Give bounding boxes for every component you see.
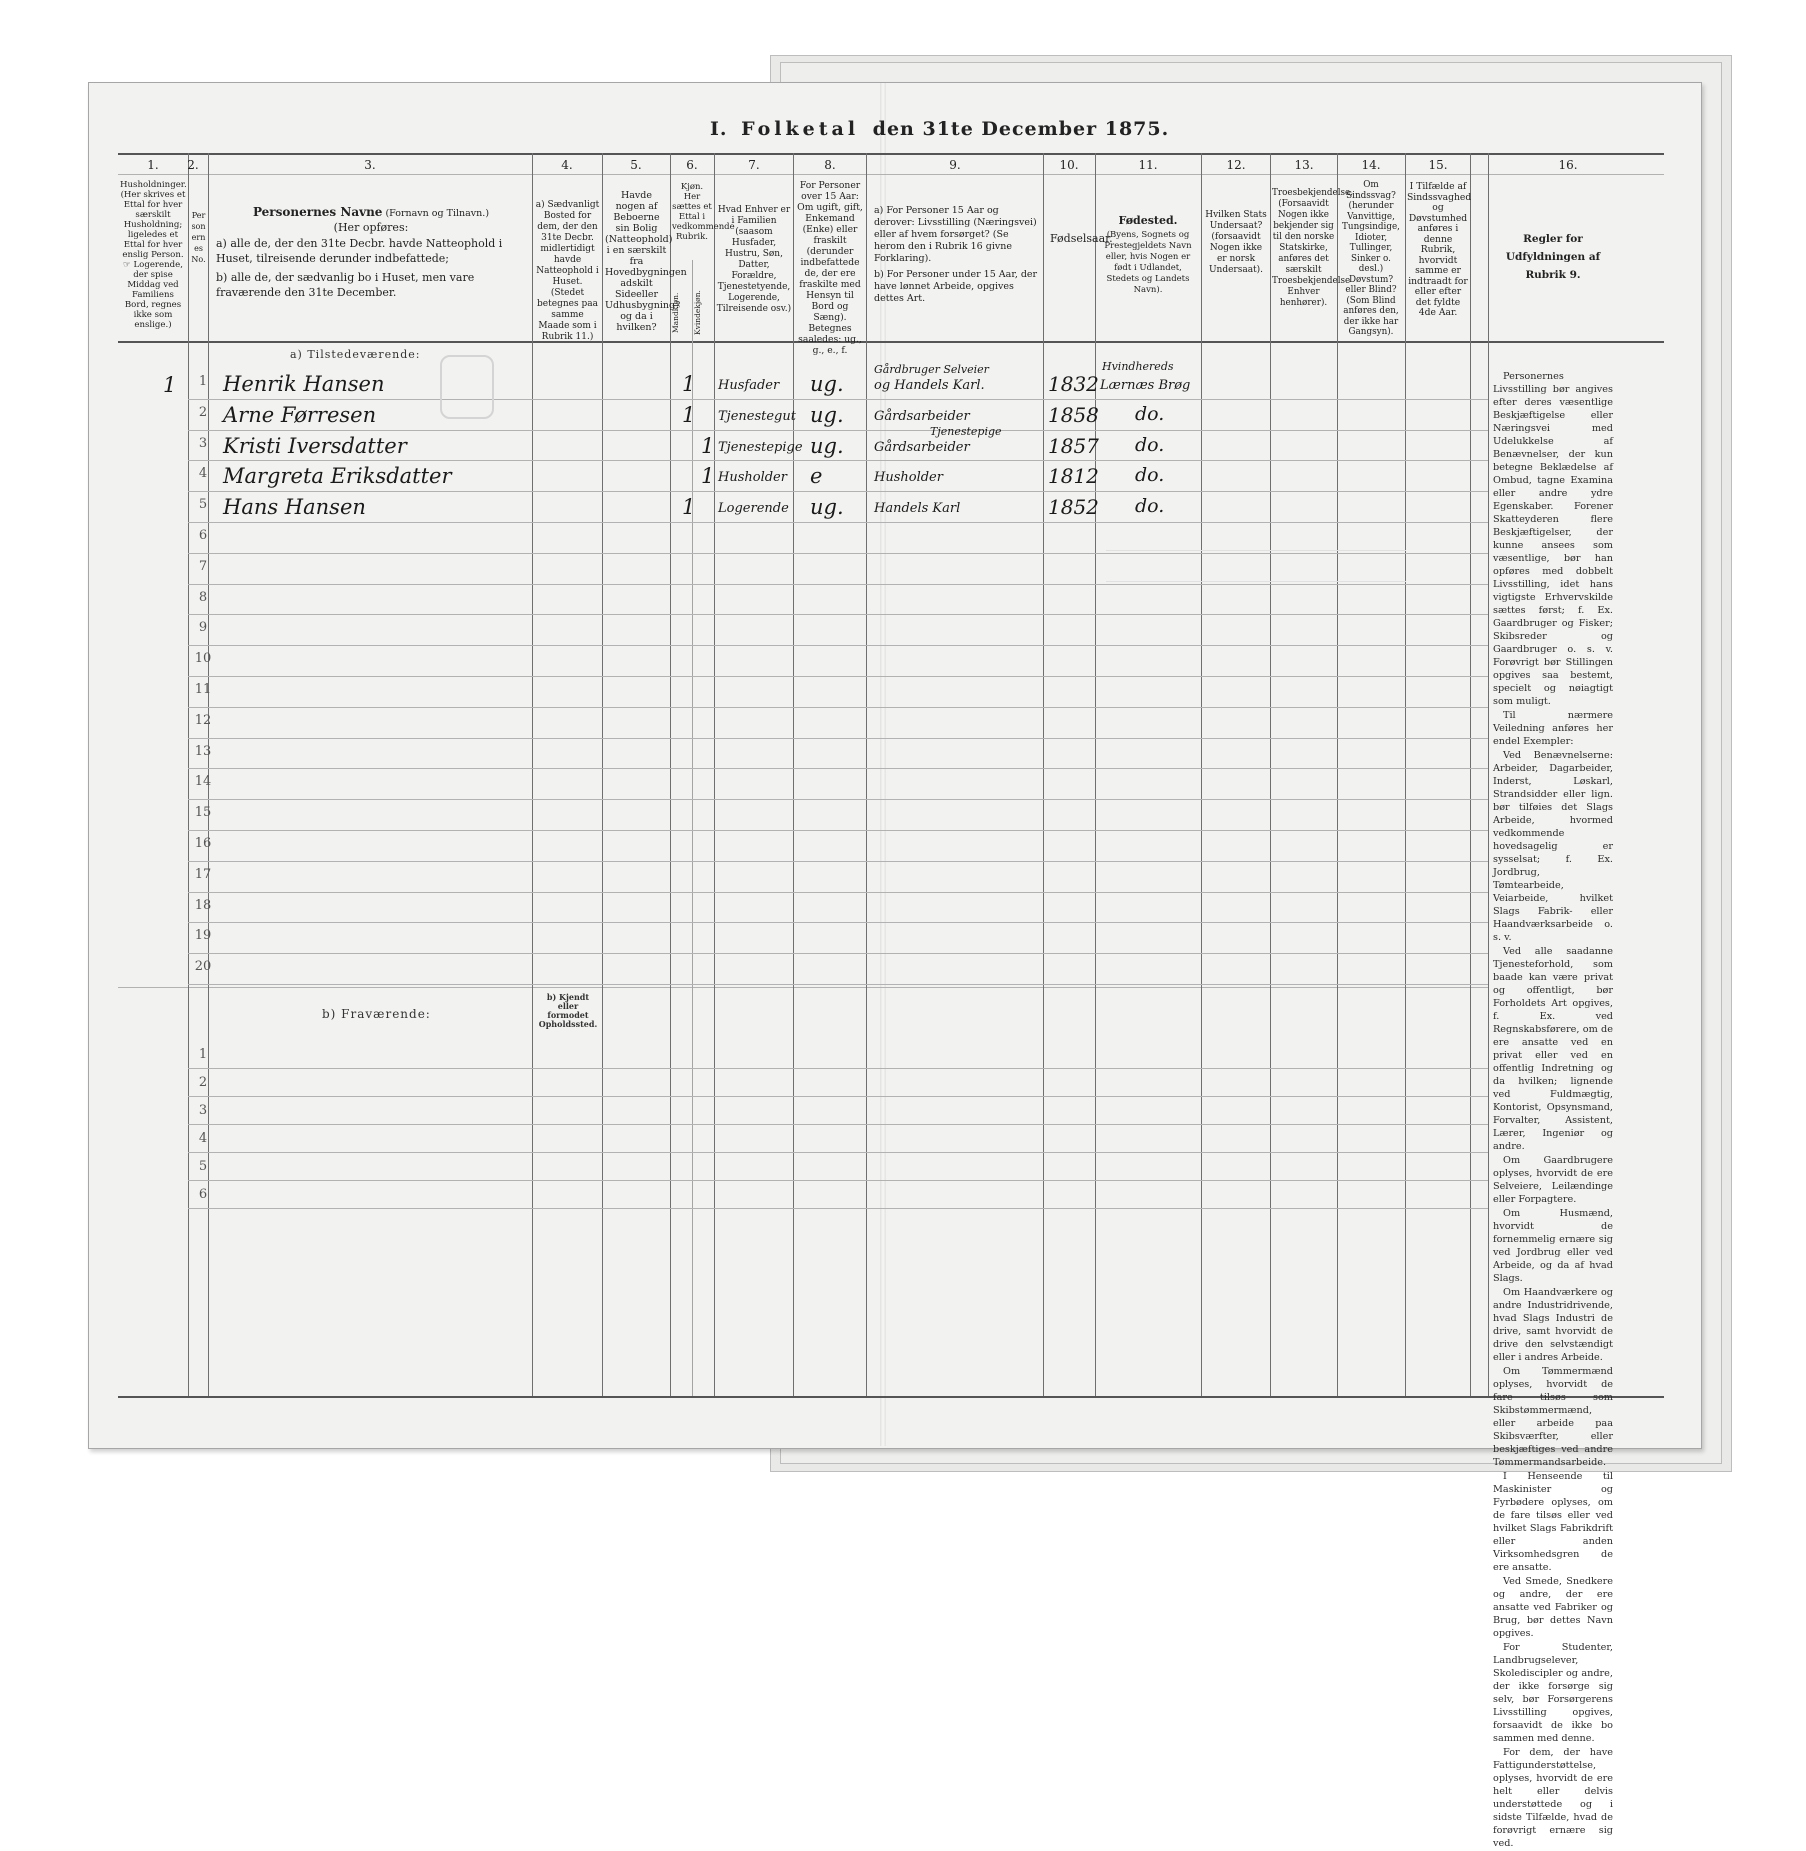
col-rule bbox=[1470, 153, 1471, 1396]
row-number: 1 bbox=[198, 1047, 208, 1062]
column-number: 7. bbox=[748, 158, 760, 172]
col-rule bbox=[1405, 153, 1406, 1396]
row-rule bbox=[188, 1152, 1488, 1153]
column-number: 2. bbox=[187, 158, 199, 172]
row-rule bbox=[188, 1096, 1488, 1097]
row-number: 11 bbox=[194, 682, 212, 697]
col-rule bbox=[714, 153, 715, 1396]
row-number: 12 bbox=[194, 712, 212, 728]
column-number: 4. bbox=[561, 158, 573, 172]
col-rule bbox=[1270, 153, 1271, 1396]
faint-stamp-mark bbox=[440, 355, 494, 419]
person-name: Margreta Eriksdatter bbox=[223, 464, 452, 489]
person-birthplace: do. bbox=[1135, 495, 1165, 518]
person-role: Logerende bbox=[718, 501, 789, 517]
row-number: 10 bbox=[194, 651, 212, 667]
row-number: 1 bbox=[198, 374, 208, 389]
section-present-label: a) Tilstedeværende: bbox=[290, 348, 421, 361]
row-rule bbox=[188, 892, 1488, 893]
person-occupation: Handels Karl bbox=[874, 501, 961, 517]
person-birthplace-top: Hvindhereds bbox=[1102, 360, 1174, 373]
row-rule bbox=[188, 707, 1488, 708]
header-col9: a) For Personer 15 Aar og derover: Livsstilling (Næringsvei) eller af hvem forsørget? (Se herom den i Rubrik 16 givne Forklaring). b) For Personer under 15 Aar, der have lønnet Arbeide, opgives dettes Art. bbox=[874, 205, 1038, 304]
row-number: 4 bbox=[198, 1131, 208, 1146]
row-rule bbox=[188, 460, 1488, 461]
col-rule bbox=[1337, 153, 1338, 1396]
column-number: 13. bbox=[1294, 158, 1314, 172]
table-bottom-rule bbox=[118, 1396, 1664, 1398]
person-year: 1857 bbox=[1048, 433, 1099, 458]
person-role: Tjenestegut bbox=[718, 408, 796, 424]
header-col1: Husholdninger. (Her skrives et Ettal for hver særskilt Husholdning; ligeledes et Ettal for hver enslig Person. ☞ Logerende, der spise Middag ved Familiens Bord, regnes ikke som enslige.) bbox=[120, 180, 187, 330]
header-number-rule bbox=[118, 174, 1664, 175]
person-occupation: Gårdsarbeider bbox=[874, 439, 970, 455]
rules-paragraph: Om Haandværkere og andre Industridrivende, hvad Slags Industri de drive, samt hvorvidt de drive den selvstændigt eller i andres Arbeide. bbox=[1493, 1287, 1613, 1363]
person-civil: ug. bbox=[810, 402, 844, 427]
rules-paragraph: Om Tømmermænd oplyses, hvorvidt de fare tilsøs som Skibstømmermænd, eller arbeide paa Skibsværfter, eller beskjæftiges ved andre Tømmermandsarbeide. bbox=[1493, 1366, 1613, 1468]
row-rule bbox=[188, 830, 1488, 831]
person-year: 1858 bbox=[1048, 402, 1099, 427]
column-number: 12. bbox=[1226, 158, 1246, 172]
header-col6: Kjøn. Her sættes et Ettal i vedkommende Rubrik. bbox=[672, 182, 735, 242]
header-col16: Regler for Udfyldningen af Rubrik 9. bbox=[1505, 233, 1601, 281]
header-col5: Havde nogen af Beboerne sin Bolig (Natteophold) i en særskilt fra Hovedbygningen adskilt Sideeller Udhusbygning? og da i hvilken? bbox=[605, 190, 687, 333]
row-rule bbox=[188, 645, 1488, 646]
header-col10: Fødselsaar. bbox=[1050, 232, 1113, 245]
person-occupation-top: Gårdbruger Selveier bbox=[874, 363, 989, 376]
person-role: Husfader bbox=[718, 378, 780, 393]
person-sex-m: 1 bbox=[682, 402, 696, 427]
person-name: Hans Hansen bbox=[223, 495, 366, 520]
row-rule bbox=[188, 399, 1488, 400]
row-number: 16 bbox=[194, 836, 212, 851]
column-number: 11. bbox=[1138, 158, 1158, 172]
col-rule bbox=[532, 153, 533, 1396]
column-number: 8. bbox=[824, 158, 836, 172]
column-number: 16. bbox=[1558, 158, 1578, 172]
row-number: 4 bbox=[198, 466, 208, 482]
section-divider bbox=[118, 987, 1488, 988]
header-col13: Troesbekjendelse. (Forsaavidt Nogen ikke bekjender sig til den norske Statskirke, anføres det særskilt Troesbekjendelse Enhver henhører). bbox=[1272, 188, 1354, 308]
col-rule bbox=[793, 153, 794, 1396]
row-rule bbox=[188, 768, 1488, 769]
col-rule bbox=[1095, 153, 1096, 1396]
header-col4: a) Sædvanligt Bosted for dem, der den 31te Decbr. midlertidigt havde Natteophold i Huset. (Stedet betegnes paa samme Maade som i Rubrik 11.) bbox=[535, 200, 600, 342]
absent-col4-label: b) Kjendt eller formodet Opholdssted. bbox=[538, 992, 598, 1029]
col-rule bbox=[866, 153, 867, 1396]
column-number: 6. bbox=[686, 158, 698, 172]
page-title: I. Folketal den 31te December 1875. bbox=[710, 118, 1170, 140]
row-number: 19 bbox=[194, 928, 212, 944]
person-sex-m: 1 bbox=[682, 372, 696, 396]
rules-paragraph: For dem, der have Fattigunderstøttelse, oplyses, hvorvidt de ere helt eller delvis understøttede og i sidste Tilfælde, hvad de forøvrigt ernære sig ved. bbox=[1493, 1747, 1613, 1849]
rules-paragraph: Til nærmere Veiledning anføres her endel Exempler: bbox=[1493, 710, 1613, 747]
rules-rubrik-9 bbox=[1493, 370, 1613, 1851]
col-rule bbox=[1043, 153, 1044, 1396]
row-rule bbox=[188, 953, 1488, 954]
row-rule bbox=[188, 922, 1488, 923]
rules-paragraph: Ved alle saadanne Tjenesteforhold, som baade kan være privat og offentligt, bør Forholdets Art opgives, f. Ex. ved Regnskabsførere, om de ere ansatte ved en privat eller ved en offentlig Indretning og da hvilken; lignende ved Fuldmægtig, Kontorist, Opsynsmand, Forvalter, Assistent, Lærer, Ingeniør og andre. bbox=[1493, 946, 1613, 1152]
row-rule bbox=[188, 584, 1488, 585]
row-rule bbox=[188, 522, 1488, 523]
row-number: 9 bbox=[198, 620, 208, 636]
rules-paragraph: Om Gaardbrugere oplyses, hvorvidt de ere Selveiere, Leilændinge eller Forpagtere. bbox=[1493, 1155, 1613, 1205]
rules-paragraph: For Studenter, Landbrugselever, Skolediscipler og andre, der ikke forsørge sig selv, bør Forsørgerens Livsstilling opgives, forsaavidt de ikke bo sammen med denne. bbox=[1493, 1642, 1613, 1744]
person-year: 1832 bbox=[1048, 372, 1099, 396]
person-occupation: og Handels Karl. bbox=[874, 378, 985, 393]
person-civil: e bbox=[810, 464, 823, 489]
person-birthplace: do. bbox=[1135, 433, 1165, 456]
row-rule bbox=[188, 984, 1488, 985]
person-name: Kristi Iversdatter bbox=[223, 433, 407, 458]
column-number: 3. bbox=[364, 158, 376, 172]
person-year: 1852 bbox=[1048, 495, 1099, 520]
row-number: 3 bbox=[198, 435, 208, 451]
row-number: 15 bbox=[194, 805, 212, 821]
header-col11: Fødested. (Byens, Sognets og Prestegjeldets Navn eller, hvis Nogen er født i Udlandet, Stedets og Landets Navn). bbox=[1104, 214, 1192, 295]
row-number: 5 bbox=[198, 497, 208, 513]
row-number: 2 bbox=[198, 1075, 208, 1090]
person-sex-m: 1 bbox=[682, 495, 696, 520]
section-absent-label: b) Fraværende: bbox=[322, 1007, 431, 1021]
header-col6a: Mandkjøn. bbox=[671, 292, 680, 333]
person-civil: ug. bbox=[810, 372, 844, 396]
rules-paragraph: Personernes Livsstilling bør angives efter deres væsentlige Beskjæftigelse eller Næringsvei med Udelukkelse af Benævnelser, der kun betegne Beklædelse af Ombud, tagne Examina eller andre ydre Egenskaber. Forener Skatteyderen flere Beskjæftigelser, der kunne ansees som væsentlige, bør han opføres med dobbelt Livsstilling, idet hans vigtigste Erhvervskilde sættes først; f. Ex. Gaardbruger og Fisker; Skibsreder og Gaardbruger o. s. v. Forøvrigt bør Stillingen opgives saa bestemt, specielt og nøiagtigt som muligt. bbox=[1493, 371, 1613, 707]
col-rule bbox=[188, 153, 189, 1396]
row-number: 18 bbox=[194, 897, 212, 913]
row-rule bbox=[188, 491, 1488, 492]
row-rule bbox=[188, 1180, 1488, 1181]
row-number: 6 bbox=[198, 1187, 208, 1202]
person-name: Arne Førresen bbox=[223, 402, 377, 427]
bleed-through-mark bbox=[1106, 550, 1406, 582]
column-number: 10. bbox=[1059, 158, 1079, 172]
person-occupation: Husholder bbox=[874, 470, 943, 486]
row-number: 14 bbox=[194, 774, 212, 790]
column-number: 5. bbox=[630, 158, 642, 172]
person-sex-f: 1 bbox=[701, 464, 715, 489]
column-number: 15. bbox=[1428, 158, 1448, 172]
column-number: 14. bbox=[1361, 158, 1381, 172]
row-rule bbox=[188, 430, 1488, 431]
header-col15: I Tilfælde af Sindssvaghed og Døvstumhed anføres i denne Rubrik, hvorvidt samme er indtraadt for eller efter det fyldte 4de Aar. bbox=[1407, 181, 1472, 318]
row-rule bbox=[188, 738, 1488, 739]
row-rule bbox=[188, 614, 1488, 615]
person-role: Husholder bbox=[718, 470, 787, 486]
header-col7: Hvad Enhver er i Familien (saasom Husfader, Hustru, Søn, Datter, Forældre, Tjenestetyende, Logerende, Tilreisende osv.) bbox=[716, 205, 792, 314]
person-year: 1812 bbox=[1048, 464, 1099, 489]
person-sex-f: 1 bbox=[701, 433, 715, 458]
column-number: 1. bbox=[147, 158, 159, 172]
row-rule bbox=[188, 1068, 1488, 1069]
row-number: 2 bbox=[198, 404, 208, 420]
header-col6b: Kvindekjøn. bbox=[693, 290, 702, 335]
person-birthplace: do. bbox=[1135, 464, 1165, 487]
column-number: 9. bbox=[949, 158, 961, 172]
row-number: 8 bbox=[198, 589, 208, 605]
row-rule bbox=[188, 799, 1488, 800]
header-col14: Om Sindssvag? (herunder Vanvittige, Tungsindige, Idioter, Tullinger, Sinker o. desl.) Døvstum? eller Blind? (Som Blind anføres den, der ikke har Gangsyn). bbox=[1342, 180, 1400, 337]
person-civil: ug. bbox=[810, 433, 844, 458]
header-col2: Personernes No. bbox=[191, 211, 206, 264]
person-role: Tjenestepige bbox=[718, 439, 803, 455]
row-number: 13 bbox=[194, 743, 212, 759]
person-civil: ug. bbox=[810, 495, 844, 520]
header-bottom-rule bbox=[118, 341, 1664, 343]
person-birthplace: Lærnæs Brøg bbox=[1100, 378, 1191, 393]
col-rule bbox=[602, 153, 603, 1396]
rules-paragraph: I Henseende til Maskinister og Fyrbødere oplyses, om de fare tilsøs eller ved hvilket Slags Fabrikdrift eller anden Virksomhedsgren de ere ansatte. bbox=[1493, 1471, 1613, 1573]
person-occupation-top: Tjenestepige bbox=[930, 424, 1002, 438]
household-mark: 1 bbox=[163, 373, 177, 397]
row-rule bbox=[188, 1208, 1488, 1209]
row-number: 20 bbox=[194, 959, 212, 975]
row-number: 5 bbox=[198, 1159, 208, 1174]
header-col12: Hvilken Stats Undersaat? (forsaavidt Nogen ikke er norsk Undersaat). bbox=[1205, 210, 1267, 275]
row-rule bbox=[188, 676, 1488, 677]
col-rule bbox=[1488, 153, 1489, 1396]
person-name: Henrik Hansen bbox=[223, 372, 385, 396]
row-number: 6 bbox=[198, 528, 208, 543]
table-top-rule bbox=[118, 153, 1664, 155]
row-rule bbox=[188, 861, 1488, 862]
header-col8: For Personer over 15 Aar: Om ugift, gift, Enkemand (Enke) eller fraskilt (derunder indbefattede de, der ere fraskilte med Hensyn til Bord og Sæng). Betegnes saaledes: ug., g., e., f. bbox=[797, 180, 863, 356]
rules-paragraph: Om Husmænd, hvorvidt de fornemmelig ernære sig ved Jordbrug eller ved Arbeide, og da af hvad Slags. bbox=[1493, 1208, 1613, 1284]
rules-paragraph: Ved Smede, Snedkere og andre, der ere ansatte ved Fabriker og Brug, bør dettes Navn opgives. bbox=[1493, 1576, 1613, 1639]
rules-paragraph: Ved Benævnelserne: Arbeider, Dagarbeider, Inderst, Løskarl, Strandsidder eller lign. bør tilføies det Slags Arbeide, hvormed vedkommende hovedsagelig er sysselsat; f. Ex. Jordbrug, Tømtearbeide, Veiarbeide, hvilket Slags Fabrik- eller Haandværksarbeide o. s. v. bbox=[1493, 750, 1613, 943]
person-occupation: Gårdsarbeider bbox=[874, 408, 970, 424]
row-rule bbox=[188, 1124, 1488, 1125]
col-rule bbox=[1201, 153, 1202, 1396]
row-number: 17 bbox=[194, 866, 212, 882]
row-number: 7 bbox=[198, 558, 208, 574]
person-birthplace: do. bbox=[1135, 402, 1165, 425]
row-number: 3 bbox=[198, 1103, 208, 1118]
col-rule bbox=[670, 153, 671, 1396]
header-col3: Personernes Navne (Fornavn og Tilnavn.) (Her opføres: a) alle de, der den 31te Decbr. havde Natteophold i Huset, tilreisende derunder indbefattede; b) alle de, der sædvanlig bo i Huset, men vare fraværende den 31te December. bbox=[216, 205, 503, 299]
